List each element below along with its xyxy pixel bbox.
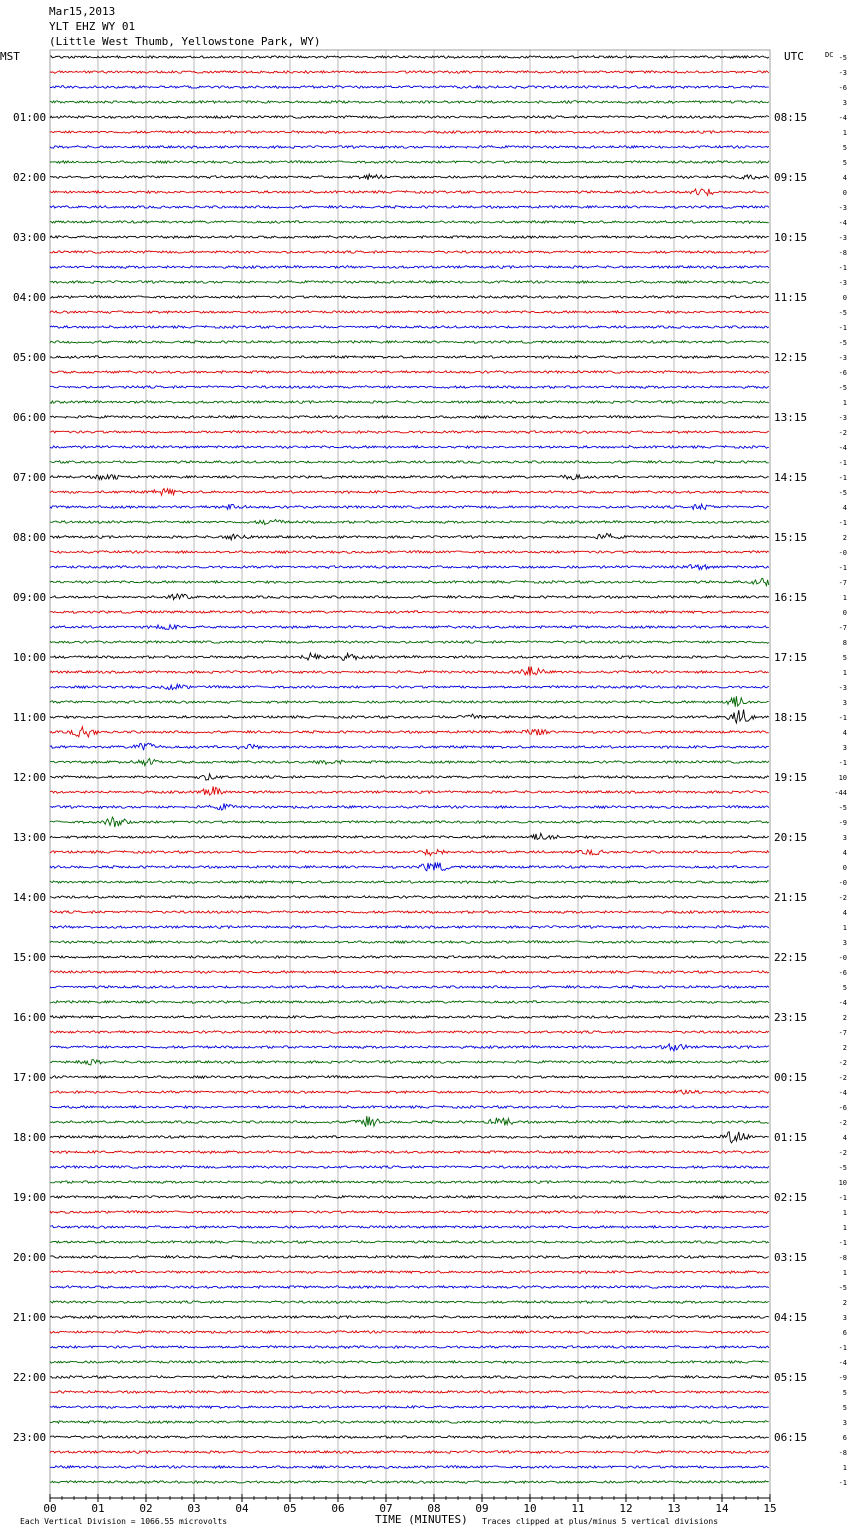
seismic-trace bbox=[50, 326, 769, 329]
dc-offset-value: 1 bbox=[842, 924, 847, 932]
mst-hour-label: 05:00 bbox=[13, 351, 47, 364]
seismic-trace bbox=[50, 817, 769, 827]
dc-offset-value: -1 bbox=[838, 759, 847, 767]
seismic-trace bbox=[50, 504, 769, 510]
dc-offset-value: -8 bbox=[838, 249, 847, 257]
mst-hour-label: 19:00 bbox=[13, 1191, 47, 1204]
dc-offset-value: -0 bbox=[838, 549, 847, 557]
dc-offset-value: -3 bbox=[838, 69, 847, 77]
mst-hour-label: 18:00 bbox=[13, 1131, 47, 1144]
seismic-trace bbox=[50, 446, 769, 449]
seismic-trace bbox=[50, 1211, 769, 1214]
right-axis-title: UTC bbox=[784, 50, 804, 63]
seismic-trace bbox=[50, 774, 769, 780]
dc-offset-value: -1 bbox=[838, 564, 847, 572]
x-tick-label: 14 bbox=[715, 1502, 729, 1515]
seismic-trace bbox=[50, 56, 769, 59]
utc-hour-label: 02:15 bbox=[774, 1191, 808, 1204]
seismic-trace bbox=[50, 1256, 769, 1259]
dc-offset-value: -6 bbox=[838, 369, 847, 377]
x-tick-label: 11 bbox=[571, 1502, 585, 1515]
seismic-trace bbox=[50, 1466, 769, 1469]
seismic-trace bbox=[50, 1241, 769, 1244]
dc-offset-value: 3 bbox=[842, 744, 847, 752]
seismic-trace bbox=[50, 311, 769, 314]
seismic-trace bbox=[50, 641, 769, 644]
seismic-trace bbox=[50, 86, 769, 89]
seismic-trace bbox=[50, 1106, 769, 1109]
seismic-trace bbox=[50, 221, 769, 224]
dc-offset-value: 5 bbox=[842, 159, 847, 167]
x-tick-label: 06 bbox=[331, 1502, 345, 1515]
seismic-trace bbox=[50, 131, 769, 134]
dc-offset-value: -1 bbox=[838, 474, 847, 482]
dc-offset-value: 6 bbox=[842, 1434, 847, 1442]
dc-offset-value: 2 bbox=[842, 534, 847, 542]
seismic-trace bbox=[50, 1346, 769, 1349]
mst-hour-label: 23:00 bbox=[13, 1431, 47, 1444]
dc-offset-value: -2 bbox=[838, 1119, 847, 1127]
seismic-trace bbox=[50, 710, 769, 723]
dc-offset-value: -9 bbox=[838, 1374, 847, 1382]
dc-offset-value: -4 bbox=[838, 114, 847, 122]
dc-offset-value: 1 bbox=[842, 129, 847, 137]
dc-offset-value: -1 bbox=[838, 714, 847, 722]
dc-offset-value: 3 bbox=[842, 1419, 847, 1427]
dc-offset-value: 1 bbox=[842, 594, 847, 602]
x-tick-label: 07 bbox=[379, 1502, 393, 1515]
utc-hour-label: 20:15 bbox=[774, 831, 808, 844]
dc-offset-value: -2 bbox=[838, 1149, 847, 1157]
dc-offset-value: 1 bbox=[842, 1269, 847, 1277]
mst-hour-labels bbox=[13, 111, 46, 1444]
seismic-trace bbox=[50, 833, 769, 839]
seismic-trace bbox=[50, 475, 769, 480]
mst-hour-label: 22:00 bbox=[13, 1371, 47, 1384]
dc-offset-value: 4 bbox=[842, 174, 847, 182]
seismic-trace bbox=[50, 251, 769, 254]
dc-offset-value: -1 bbox=[838, 1194, 847, 1202]
seismic-trace bbox=[50, 743, 769, 750]
seismic-trace bbox=[50, 956, 769, 959]
dc-offset-value: 1 bbox=[842, 399, 847, 407]
seismic-trace bbox=[50, 1090, 769, 1094]
seismic-trace bbox=[50, 611, 769, 614]
seismic-trace bbox=[50, 489, 769, 496]
seismic-trace bbox=[50, 71, 769, 74]
mst-hour-label: 21:00 bbox=[13, 1311, 47, 1324]
dc-offset-value: 4 bbox=[842, 849, 847, 857]
dc-offset-value: -4 bbox=[838, 1359, 847, 1367]
seismic-trace bbox=[50, 116, 769, 119]
x-tick-label: 15 bbox=[763, 1502, 777, 1515]
dc-offset-value: 1 bbox=[842, 1209, 847, 1217]
dc-offset-value: 5 bbox=[842, 1404, 847, 1412]
scale-note: Each Vertical Division = 1066.55 microvolts bbox=[20, 1517, 228, 1526]
x-tick-label: 04 bbox=[235, 1502, 249, 1515]
seismic-trace bbox=[50, 896, 769, 899]
seismic-trace bbox=[50, 667, 769, 676]
seismic-trace bbox=[50, 1301, 769, 1304]
seismic-trace bbox=[50, 1166, 769, 1169]
seismic-trace bbox=[50, 1481, 769, 1484]
seismic-trace bbox=[50, 594, 769, 600]
x-tick-label: 09 bbox=[475, 1502, 489, 1515]
dc-offset-value: 5 bbox=[842, 144, 847, 152]
mst-hour-label: 17:00 bbox=[13, 1071, 47, 1084]
x-tick-label: 01 bbox=[91, 1502, 105, 1515]
seismic-trace bbox=[50, 1181, 769, 1184]
dc-offset-value: -5 bbox=[838, 309, 847, 317]
clip-note: Traces clipped at plus/minus 5 vertical divisions bbox=[482, 1517, 719, 1526]
dc-offset-value: -3 bbox=[838, 414, 847, 422]
x-tick-label: 00 bbox=[43, 1502, 57, 1515]
seismic-trace bbox=[50, 1331, 769, 1334]
seismic-trace bbox=[50, 803, 769, 810]
dc-offset-value: 3 bbox=[842, 1314, 847, 1322]
dc-offset-value: 3 bbox=[842, 99, 847, 107]
dc-offset-value: 2 bbox=[842, 1299, 847, 1307]
seismic-trace bbox=[50, 161, 769, 164]
dc-offset-value: -1 bbox=[838, 264, 847, 272]
seismic-trace bbox=[50, 1044, 769, 1051]
dc-offset-value: -1 bbox=[838, 324, 847, 332]
seismic-trace bbox=[50, 266, 769, 269]
dc-offset-value: 1 bbox=[842, 1224, 847, 1232]
seismic-trace bbox=[50, 461, 769, 464]
dc-offset-value: 4 bbox=[842, 909, 847, 917]
dc-offset-value: 2 bbox=[842, 1014, 847, 1022]
mst-hour-label: 08:00 bbox=[13, 531, 47, 544]
dc-offset-value: 0 bbox=[842, 609, 847, 617]
plot-date: Mar15,2013 bbox=[49, 5, 116, 18]
dc-offset-value: 4 bbox=[842, 729, 847, 737]
seismic-trace bbox=[50, 863, 769, 871]
mst-hour-label: 01:00 bbox=[13, 111, 47, 124]
utc-hour-label: 21:15 bbox=[774, 891, 808, 904]
seismic-trace bbox=[50, 1226, 769, 1229]
seismic-trace bbox=[50, 787, 769, 796]
utc-hour-label: 13:15 bbox=[774, 411, 808, 424]
mst-hour-label: 02:00 bbox=[13, 171, 47, 184]
utc-hour-label: 23:15 bbox=[774, 1011, 808, 1024]
utc-hour-label: 01:15 bbox=[774, 1131, 808, 1144]
dc-offset-value: 4 bbox=[842, 1134, 847, 1142]
dc-offset-value: -4 bbox=[838, 999, 847, 1007]
seismic-trace bbox=[50, 986, 769, 989]
dc-offset-value: -5 bbox=[838, 804, 847, 812]
seismic-trace bbox=[50, 1016, 769, 1019]
dc-offset-value: -2 bbox=[838, 429, 847, 437]
utc-hour-label: 14:15 bbox=[774, 471, 808, 484]
seismic-trace bbox=[50, 759, 769, 766]
seismic-traces bbox=[50, 56, 769, 1484]
dc-offset-value: -2 bbox=[838, 1074, 847, 1082]
station-location: (Little West Thumb, Yellowstone Park, WY) bbox=[49, 35, 321, 48]
seismic-trace bbox=[50, 101, 769, 104]
seismic-trace bbox=[50, 206, 769, 209]
x-axis-label: TIME (MINUTES) bbox=[375, 1513, 468, 1526]
utc-hour-label: 12:15 bbox=[774, 351, 808, 364]
dc-offset-value: 3 bbox=[842, 699, 847, 707]
seismic-trace bbox=[50, 578, 769, 585]
seismic-trace bbox=[50, 1001, 769, 1004]
dc-offset-value: 10 bbox=[838, 1179, 847, 1187]
mst-hour-label: 20:00 bbox=[13, 1251, 47, 1264]
mst-hour-label: 14:00 bbox=[13, 891, 47, 904]
dc-offset-value: -6 bbox=[838, 1104, 847, 1112]
seismic-trace bbox=[50, 533, 769, 540]
dc-offset-value: 0 bbox=[842, 189, 847, 197]
mst-hour-label: 04:00 bbox=[13, 291, 47, 304]
x-tick-label: 10 bbox=[523, 1502, 537, 1515]
dc-offset-value: -5 bbox=[838, 384, 847, 392]
dc-offset-value: 5 bbox=[842, 1389, 847, 1397]
dc-column-title: DC bbox=[825, 51, 834, 59]
x-tick-label: 02 bbox=[139, 1502, 153, 1515]
dc-offset-value: -8 bbox=[838, 1254, 847, 1262]
seismic-trace bbox=[50, 1406, 769, 1409]
utc-hour-label: 00:15 bbox=[774, 1071, 808, 1084]
dc-offset-value: -3 bbox=[838, 234, 847, 242]
utc-hour-label: 09:15 bbox=[774, 171, 808, 184]
dc-offset-value: 6 bbox=[842, 1329, 847, 1337]
dc-offset-value: -3 bbox=[838, 204, 847, 212]
seismic-trace bbox=[50, 174, 769, 180]
utc-hour-label: 16:15 bbox=[774, 591, 808, 604]
mst-hour-label: 07:00 bbox=[13, 471, 47, 484]
dc-offset-value: -1 bbox=[838, 459, 847, 467]
dc-offset-value: -2 bbox=[838, 1059, 847, 1067]
dc-offset-value: -0 bbox=[838, 879, 847, 887]
seismic-trace bbox=[50, 1451, 769, 1454]
seismic-trace bbox=[50, 565, 769, 570]
dc-offset-value: -4 bbox=[838, 219, 847, 227]
dc-offset-value: 1 bbox=[842, 669, 847, 677]
seismic-trace bbox=[50, 1391, 769, 1394]
dc-offset-value: -3 bbox=[838, 354, 847, 362]
utc-hour-label: 17:15 bbox=[774, 651, 808, 664]
seismic-trace bbox=[50, 926, 769, 929]
x-tick-label: 13 bbox=[667, 1502, 681, 1515]
seismic-trace bbox=[50, 371, 769, 374]
seismic-trace bbox=[50, 551, 769, 554]
seismic-trace bbox=[50, 189, 769, 196]
dc-offset-value: -9 bbox=[838, 819, 847, 827]
dc-offset-value: -8 bbox=[838, 1449, 847, 1457]
utc-hour-label: 05:15 bbox=[774, 1371, 808, 1384]
seismic-trace bbox=[50, 401, 769, 404]
mst-hour-label: 09:00 bbox=[13, 591, 47, 604]
mst-hour-label: 12:00 bbox=[13, 771, 47, 784]
dc-offset-value: -44 bbox=[834, 789, 847, 797]
mst-hour-label: 11:00 bbox=[13, 711, 47, 724]
utc-hour-label: 06:15 bbox=[774, 1431, 808, 1444]
dc-offset-value: -7 bbox=[838, 624, 847, 632]
seismic-trace bbox=[50, 653, 769, 660]
dc-offset-value: 0 bbox=[842, 294, 847, 302]
seismic-trace bbox=[50, 146, 769, 149]
seismic-trace bbox=[50, 341, 769, 344]
dc-offset-value: -2 bbox=[838, 894, 847, 902]
seismic-trace bbox=[50, 416, 769, 419]
dc-offset-value: -4 bbox=[838, 1089, 847, 1097]
utc-hour-label: 11:15 bbox=[774, 291, 808, 304]
seismic-trace bbox=[50, 1076, 769, 1079]
mst-hour-label: 16:00 bbox=[13, 1011, 47, 1024]
utc-hour-label: 08:15 bbox=[774, 111, 808, 124]
seismic-trace bbox=[50, 1436, 769, 1439]
seismic-trace bbox=[50, 281, 769, 284]
dc-offset-value: 2 bbox=[842, 1044, 847, 1052]
dc-offset-value: -1 bbox=[838, 1344, 847, 1352]
dc-offset-value: -5 bbox=[838, 1284, 847, 1292]
dc-offset-value: 1 bbox=[842, 1464, 847, 1472]
seismic-trace bbox=[50, 971, 769, 974]
seismic-trace bbox=[50, 1060, 769, 1065]
mst-hour-label: 03:00 bbox=[13, 231, 47, 244]
x-tick-label: 05 bbox=[283, 1502, 297, 1515]
dc-offset-value: -4 bbox=[838, 444, 847, 452]
mst-hour-label: 06:00 bbox=[13, 411, 47, 424]
seismic-trace bbox=[50, 431, 769, 434]
seismic-trace bbox=[50, 625, 769, 630]
utc-hour-label: 18:15 bbox=[774, 711, 808, 724]
seismic-trace bbox=[50, 356, 769, 359]
x-tick-label: 08 bbox=[427, 1502, 441, 1515]
dc-offset-value: 3 bbox=[842, 834, 847, 842]
dc-offset-value: -3 bbox=[838, 279, 847, 287]
dc-offset-value: -1 bbox=[838, 1479, 847, 1487]
dc-offset-value: -6 bbox=[838, 84, 847, 92]
dc-offset-value: -5 bbox=[838, 489, 847, 497]
utc-hour-label: 04:15 bbox=[774, 1311, 808, 1324]
x-tick-label: 12 bbox=[619, 1502, 633, 1515]
x-tick-label: 03 bbox=[187, 1502, 201, 1515]
dc-offset-value: 3 bbox=[842, 939, 847, 947]
station-code: YLT EHZ WY 01 bbox=[49, 20, 136, 33]
seismic-trace bbox=[50, 519, 769, 524]
dc-offset-value: -6 bbox=[838, 969, 847, 977]
dc-offset-value: -7 bbox=[838, 1029, 847, 1037]
dc-offset-value: 5 bbox=[842, 984, 847, 992]
seismic-trace bbox=[50, 1196, 769, 1199]
utc-hour-label: 10:15 bbox=[774, 231, 808, 244]
dc-offset-value: 10 bbox=[838, 774, 847, 782]
seismic-trace bbox=[50, 1361, 769, 1364]
dc-offset-value: -0 bbox=[838, 954, 847, 962]
dc-offset-value: 4 bbox=[842, 504, 847, 512]
utc-hour-label: 15:15 bbox=[774, 531, 808, 544]
dc-offset-value: -1 bbox=[838, 1239, 847, 1247]
seismic-trace bbox=[50, 1316, 769, 1319]
dc-offset-value: -3 bbox=[838, 684, 847, 692]
dc-offset-labels bbox=[834, 54, 847, 1487]
dc-offset-value: 5 bbox=[842, 654, 847, 662]
seismic-trace bbox=[50, 1271, 769, 1274]
dc-offset-value: -5 bbox=[838, 1164, 847, 1172]
seismic-trace bbox=[50, 1031, 769, 1034]
dc-offset-value: -5 bbox=[838, 339, 847, 347]
seismic-trace bbox=[50, 911, 769, 914]
seismic-trace bbox=[50, 1376, 769, 1379]
seismic-trace bbox=[50, 1421, 769, 1424]
seismic-trace bbox=[50, 236, 769, 239]
seismic-trace bbox=[50, 1116, 769, 1127]
mst-hour-label: 10:00 bbox=[13, 651, 47, 664]
utc-hour-label: 19:15 bbox=[774, 771, 808, 784]
seismic-trace bbox=[50, 386, 769, 389]
mst-hour-label: 15:00 bbox=[13, 951, 47, 964]
utc-hour-label: 22:15 bbox=[774, 951, 808, 964]
utc-hour-label: 03:15 bbox=[774, 1251, 808, 1264]
seismic-trace bbox=[50, 941, 769, 944]
seismic-trace bbox=[50, 849, 769, 855]
mst-hour-label: 13:00 bbox=[13, 831, 47, 844]
seismic-trace bbox=[50, 696, 769, 707]
dc-offset-value: 0 bbox=[842, 864, 847, 872]
x-axis bbox=[43, 1494, 776, 1515]
seismic-trace bbox=[50, 296, 769, 299]
dc-offset-value: -7 bbox=[838, 579, 847, 587]
dc-offset-value: 8 bbox=[842, 639, 847, 647]
utc-hour-labels bbox=[774, 111, 807, 1444]
seismic-trace bbox=[50, 1132, 769, 1143]
dc-offset-value: -1 bbox=[838, 519, 847, 527]
dc-offset-value: -5 bbox=[838, 54, 847, 62]
seismic-trace bbox=[50, 684, 769, 689]
seismic-trace bbox=[50, 1286, 769, 1289]
left-axis-title: MST bbox=[0, 50, 20, 63]
seismic-trace bbox=[50, 1151, 769, 1154]
seismic-trace bbox=[50, 881, 769, 884]
seismic-trace bbox=[50, 727, 769, 737]
